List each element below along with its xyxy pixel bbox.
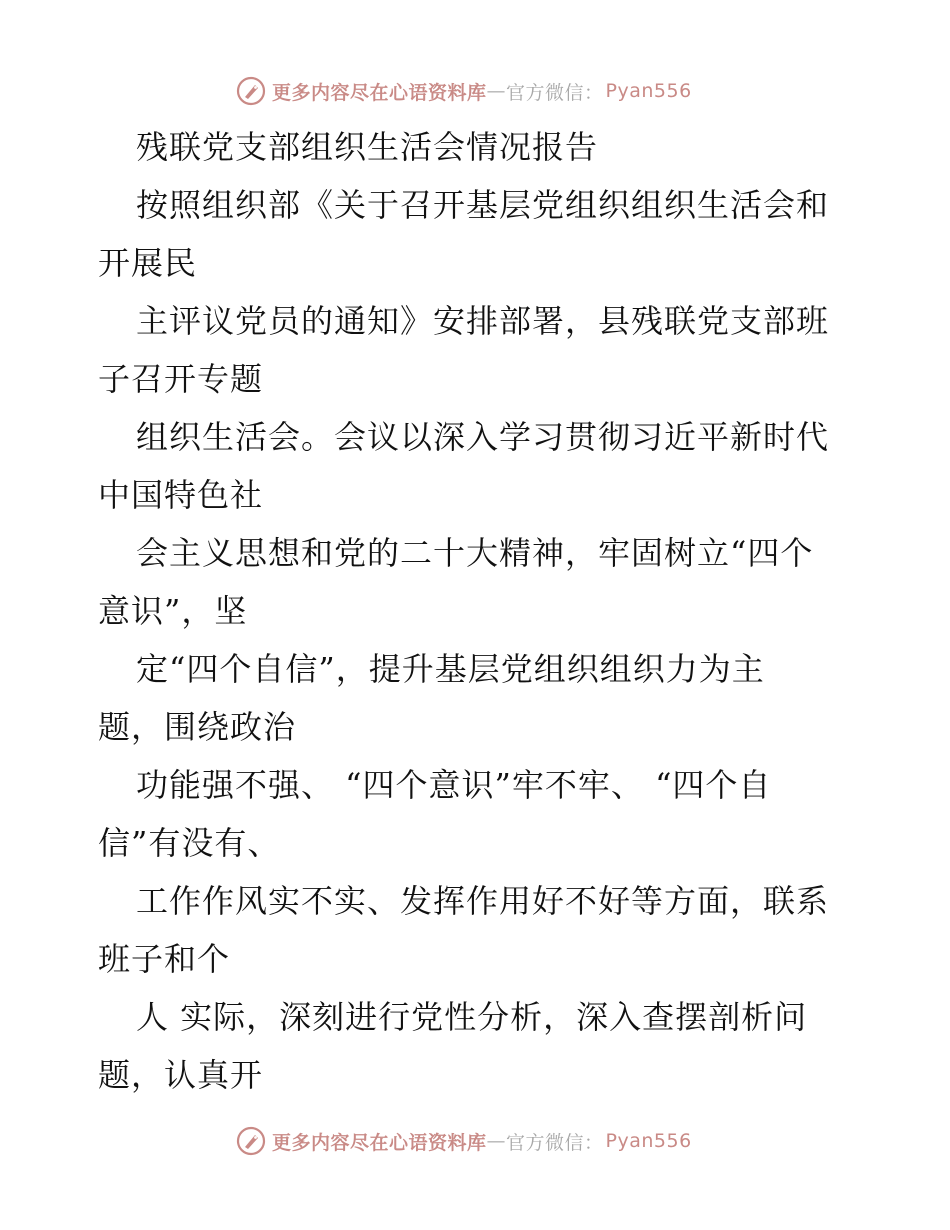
paragraph-line: 定“四个自信”，提升基层党组织组织力为主 [136,650,765,688]
watermark-main-text: 更多内容尽在心语资料库 [272,1131,487,1154]
paragraph-line: 人 实际，深刻进行党性分析，深入查摆剖析问 [136,998,808,1036]
pen-nib-logo-icon [236,1126,266,1156]
paragraph-line: 开展民 [98,244,198,282]
footer-watermark [236,1124,692,1158]
watermark-wechat-id: Pyan556 [605,1130,692,1152]
paragraph-line: 主评议党员的通知》安排部署，县残联党支部班 [136,302,830,340]
watermark-wechat-label: 官方微信： [506,81,604,104]
watermark-separator: — [486,80,507,102]
paragraph-line: 按照组织部《关于召开基层党组织组织生活会和 [136,186,830,224]
paragraph-line: 功能强不强、 “四个意识”牢不牢、 “四个自 [136,766,772,804]
paragraph-line: 信”有没有、 [98,824,281,862]
paragraph-line: 工作作风实不实、发挥作用好不好等方面，联系 [136,882,830,920]
document-body [98,118,858,1104]
watermark-main-text: 更多内容尽在心语资料库 [272,81,487,104]
header-watermark [236,74,692,108]
paragraph-line: 中国特色社 [98,476,264,514]
paragraph-line: 意识”，坚 [98,592,248,630]
watermark-separator: — [486,1130,507,1152]
paragraph-line: 子召开专题 [98,360,264,398]
pen-nib-logo-icon [236,76,266,106]
watermark-wechat-label: 官方微信： [506,1131,604,1154]
document-title: 残联党支部组织生活会情况报告 [136,128,599,166]
paragraph-line: 组织生活会。会议以深入学习贯彻习近平新时代 [136,418,830,456]
paragraph-line: 班子和个 [98,940,231,978]
paragraph-line: 会主义思想和党的二十大精神，牢固树立“四个 [136,534,814,572]
paragraph-line: 题，围绕政治 [98,708,297,746]
watermark-wechat-id: Pyan556 [605,80,692,102]
paragraph-line: 题，认真开 [98,1056,264,1094]
